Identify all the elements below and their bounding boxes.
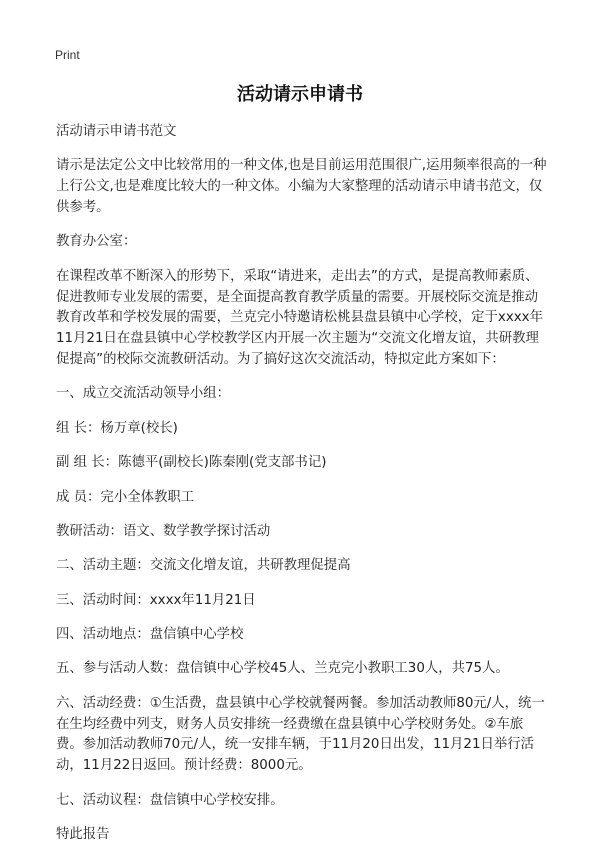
closing-line: 特此报告 [56, 827, 110, 843]
section-theme: 二、活动主题：交流文化增友谊，共研教理促提高 [56, 558, 351, 574]
paragraph-addressee: 教育办公室： [56, 234, 137, 250]
research-activity-line: 教研活动：语文、数学教学探讨活动 [56, 523, 271, 539]
paragraph-subtitle: 活动请示申请书范文 [56, 124, 177, 139]
deputy-leader-line: 副 组 长：陈德平(副校长)陈秦刚(党支部书记) [56, 455, 327, 471]
members-line: 成 员：完小全体教职工 [56, 489, 195, 505]
document-body [56, 122, 550, 846]
section-location: 四、活动地点：盘信镇中心学校 [56, 627, 244, 643]
document-title: 活动请示申请书 [237, 84, 363, 105]
leader-line: 组 长：杨万章(校长) [56, 420, 178, 436]
section-budget: 六、活动经费：①生活费，盘县镇中心学校就餐两餐。参加活动教师80元/人，统一在生均经费中列支，财务人员安排统一经费缴在盘县镇中心学校财务处。②车旅费。参加活动教师70元/人，统一安排车辆，于11月20日出发，11月21日举行活动，11月22日返回。预计经费：8000元。 [56, 695, 545, 774]
paragraph-background: 在课程改革不断深入的形势下，采取“请进来，走出去”的方式，是提高教师素质、促进教师专业发展的需要，是全面提高教育教学质量的需要。开展校际交流是推动教育改革和学校发展的需要，兰克完小特邀请松桃县盘县镇中心学校，定于xxxx年11月21日在盘县镇中心学校教学区内开展一次主题为“交流文化增友谊，共研教理促提高”的校际交流教研活动。为了搞好这次交流活动，特拟定此方案如下： [56, 268, 543, 367]
paragraph-intro: 请示是法定公文中比较常用的一种文体,也是目前运用范围很广,运用频率很高的一种上行公文,也是难度比较大的一种文体。小编为大家整理的活动请示申请书范文，仅供参考。 [56, 158, 547, 215]
section-agenda: 七、活动议程：盘信镇中心学校安排。 [56, 792, 284, 808]
section-time: 三、活动时间：xxxx年11月21日 [56, 592, 256, 608]
section-leadership: 一、成立交流活动领导小组： [56, 386, 231, 402]
print-label: Print [55, 48, 80, 62]
section-participants: 五、参与活动人数：盘信镇中心学校45人、兰克完小教职工30人，共75人。 [56, 661, 509, 677]
